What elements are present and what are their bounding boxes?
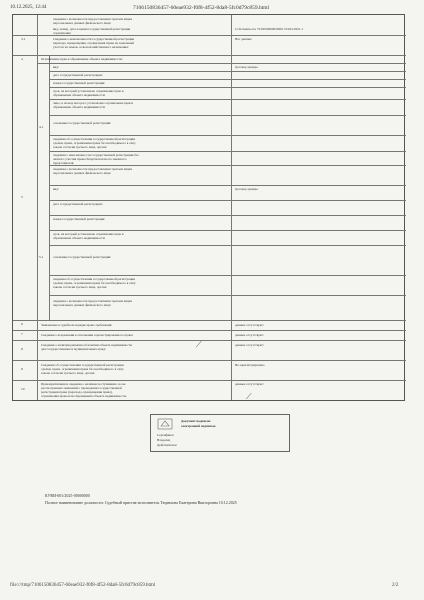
cell-text: вид: bbox=[53, 187, 59, 191]
cell-text: закона согласия третьего лица, органа: bbox=[53, 145, 108, 149]
cell-text: участок из земель сельскохозяйственного назначения: bbox=[53, 45, 129, 49]
cell-text: для государственных и муниципальных нужд: bbox=[41, 347, 106, 351]
row-num: 4.1 bbox=[39, 125, 44, 129]
cell-text: личного участия правообладателя или его законного bbox=[53, 157, 127, 161]
record-table bbox=[12, 14, 405, 401]
signature-stamp bbox=[150, 414, 290, 452]
print-url: 7106150836457-60eae932-f0f8-4f52-8da8-5fc0d79c859.html bbox=[133, 5, 270, 11]
cell-text: номер государственной регистрации: bbox=[53, 217, 106, 221]
row-num: 5 bbox=[21, 195, 23, 199]
cell-text: сделки, права, ограничения права без необходимого в силу bbox=[53, 141, 136, 145]
cell-text: персональных данных физического лица: bbox=[53, 171, 112, 175]
cell-text: сведения о возможности предоставления третьим лицам bbox=[53, 167, 133, 171]
row-num: 4 bbox=[21, 57, 23, 61]
cell-value: Договор аренды bbox=[235, 65, 258, 69]
cell-value: данные отсутствуют bbox=[235, 343, 264, 347]
cell-text: сведения о возможности предоставления третьим лицам bbox=[53, 17, 133, 21]
row-num: 9 bbox=[21, 367, 23, 371]
bottom-url: file:///tmp/7106150836457-60eae932-f0f8-4f52-8da8-5fc0d79c859.html bbox=[10, 583, 156, 588]
cell-text: закона согласия третьего лица, органа: bbox=[53, 285, 108, 289]
cell-text: ограничения bbox=[53, 31, 71, 35]
cell-text: номер государственной регистрации: bbox=[53, 81, 106, 85]
cell-text: сведения о возможности предоставления третьим лицам bbox=[53, 299, 133, 303]
cell-text: закона согласия третьего лица, органа: bbox=[41, 371, 96, 375]
cell-text: дата государственной регистрации: bbox=[53, 202, 103, 206]
cell-value: Не зарегистрировано bbox=[235, 363, 265, 367]
cell-text: Сведения о невозможности государственной регистрации bbox=[53, 37, 135, 41]
print-datetime: 10.12.2025, 12:44 bbox=[10, 5, 47, 10]
section-heading: Ограничение прав и обременение объекта недвижимости: bbox=[41, 57, 123, 61]
doc-number: КУВИ-001/2025-00000000 bbox=[45, 493, 90, 498]
stamp-title: Документ подписан bbox=[181, 419, 211, 423]
cell-text: обременение объекта недвижимости: bbox=[53, 236, 106, 240]
stamp-line: Владелец bbox=[157, 438, 171, 442]
cell-text: вид: bbox=[53, 65, 59, 69]
cell-text: рассмотренных заявлений о проведении государственной bbox=[41, 386, 122, 390]
cell-value: данные отсутствуют bbox=[235, 382, 264, 386]
row-num: 10 bbox=[21, 387, 25, 391]
pen-mark-icon: ⟋ bbox=[196, 340, 202, 349]
pen-mark-icon: ⟋ bbox=[246, 392, 252, 401]
cell-text: Заявленные в судебном порядке права требования: bbox=[41, 323, 113, 327]
cell-text: сделки, права, ограничения права без необходимого в силу bbox=[53, 281, 136, 285]
emblem-icon bbox=[157, 418, 173, 430]
cell-text: срок, на который установлено ограничение прав и bbox=[53, 232, 124, 236]
cell-text: ограничения права или обременения объекта недвижимости, bbox=[41, 394, 127, 398]
cell-text: персональных данных физического лица: bbox=[53, 21, 112, 25]
stamp-subtitle: электронной подписью bbox=[181, 424, 216, 428]
cell-text: сведения об осуществлении государственной регистрации bbox=[53, 137, 136, 141]
stamp-line: Действителен bbox=[157, 443, 177, 447]
cell-text: срок, на который установлено ограничение прав и bbox=[53, 89, 124, 93]
cell-text: обременение объекта недвижимости: bbox=[53, 105, 106, 109]
row-num: 7 bbox=[21, 332, 23, 336]
stamp-line: Сертификат bbox=[157, 433, 174, 437]
cell-text: персональных данных физического лица: bbox=[53, 303, 112, 307]
cell-text: обременение объекта недвижимости: bbox=[53, 93, 106, 97]
cell-text: Сведения о наличии решения об изъятии объекта недвижимости bbox=[41, 343, 132, 347]
row-num: 6 bbox=[21, 322, 23, 326]
cell-text: представителя: bbox=[53, 161, 75, 165]
cell-text: лицо, в пользу которого установлено ограничение прав и bbox=[53, 101, 134, 105]
cell-text: Сведения об осуществлении государственной регистрации bbox=[41, 363, 124, 367]
cell-value: данные отсутствуют bbox=[235, 333, 264, 337]
cell-value: Собственность 72:00:000000:0000-72/041/2021-1 bbox=[235, 27, 304, 31]
row-num: 3.1 bbox=[21, 37, 26, 41]
cell-text: дата государственной регистрации: bbox=[53, 73, 103, 77]
cell-text: Сведения о возражении в отношении зарегистрированного права: bbox=[41, 333, 134, 337]
cell-text: сведения о невозможности государственной регистрации без bbox=[53, 153, 139, 157]
row-num: 8 bbox=[21, 347, 23, 351]
cell-text: основание государственной регистрации: bbox=[53, 121, 112, 125]
cell-text: основание государственной регистрации: bbox=[53, 255, 112, 259]
cell-text: сведения об осуществлении государственной регистрации bbox=[53, 277, 136, 281]
cell-text: регистрации права (перехода, прекращения права), bbox=[41, 390, 113, 394]
cell-text: вид, номер, дата и время государственной регистрации bbox=[53, 27, 131, 31]
cell-value: Нет данных bbox=[235, 37, 252, 41]
cell-text: Правопритязания и сведения о наличии поступивших, но не bbox=[41, 382, 126, 386]
cell-value: данные отсутствуют bbox=[235, 323, 264, 327]
signature-note: Полное наименование должности: Судебный пристав-исполнитель Тюрешова Екатерина Викторовна 10.12.2025 bbox=[45, 500, 237, 505]
cell-text: сделки, права, ограничения права без необходимого в силу bbox=[41, 367, 124, 371]
cell-text: перехода, прекращения, ограничения права на земельный bbox=[53, 41, 135, 45]
cell-value: Договор аренды bbox=[235, 187, 258, 191]
row-num: 5.1 bbox=[39, 255, 44, 259]
page-number: 2/2 bbox=[392, 583, 399, 588]
